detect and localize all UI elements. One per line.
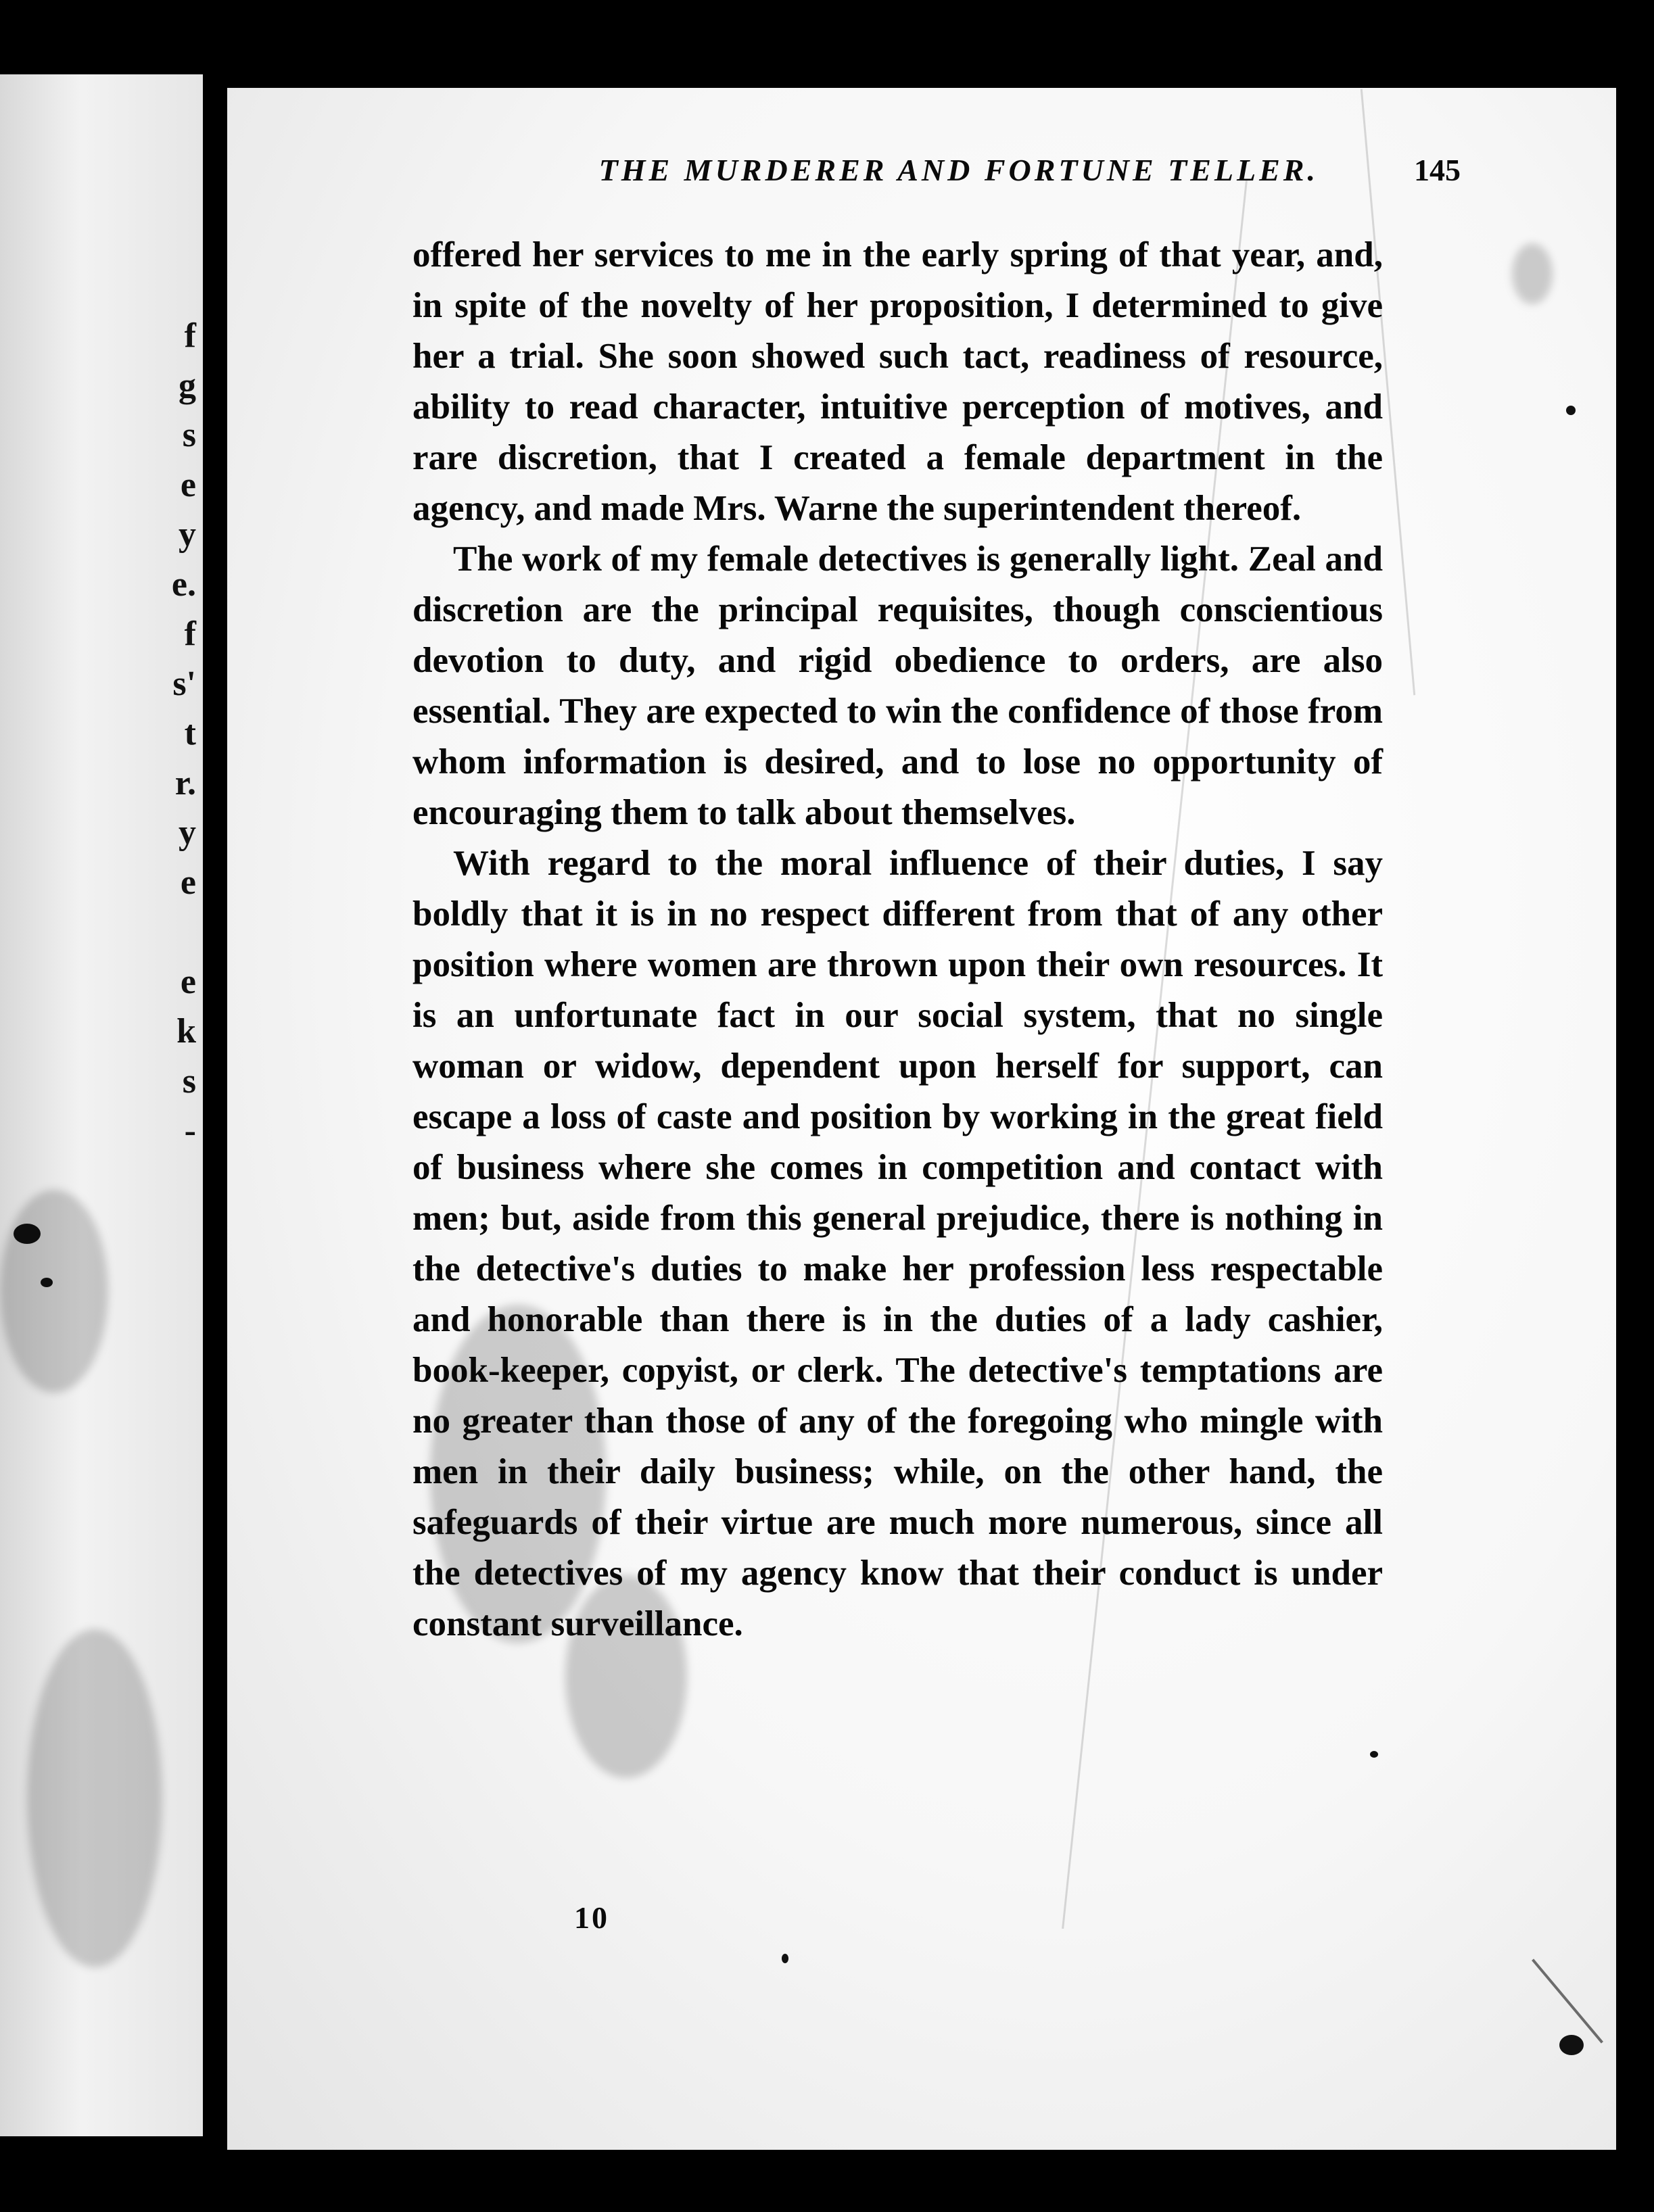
scan-scratch [1532,1958,1603,2043]
line-ending: e. [171,564,196,604]
page-number: 145 [1414,153,1461,187]
facing-page-line-endings [142,311,196,1156]
line-ending: e [180,962,196,1001]
facing-page-fragment [0,74,203,2136]
line-ending: s [182,1061,196,1101]
running-title: THE MURDERER AND FORTUNE TELLER. [598,153,1319,187]
running-header [291,152,1461,206]
paragraph-continued: offered her services to me in the early spring of that year, and, in spite of the novelty of her proposition, I determined to give her a trial. She soon showed such tact, readiness of resource, ability to read character, intuitive perception of motives, and rare discretion, that I created a female department in the agency, and made Mrs. Warne the superintendent thereof. [412,235,1383,528]
line-ending: s [182,416,196,454]
paragraph: With regard to the moral influence of their duties, I say boldly that it is in no respect different from that of any other position where women are thrown upon their own resources. It is an unfortunate fact in our social system, that no single woman or widow, dependent upon herself for support, can escape a loss of caste and position by working in the great field of business where she comes in competition and contact with men; but, aside from this general prejudice, there is nothing in the detective's duties to make her profession less respectable and honorable than there is in the duties of a lady cashier, book-keeper, copyist, or clerk. The detective's temptations are no greater than those of any of the foregoing who mingle with men in their daily business; while, on the other hand, the safeguards of their virtue are much more numerous, since all the detectives of my agency know that their conduct is under constant surveillance. [412,844,1383,1643]
line-ending: f [184,316,196,355]
line-ending [142,907,196,957]
page-gutter [203,74,227,2136]
line-ending: f [184,615,196,653]
page-body [412,230,1383,1650]
scan-smudge [1512,243,1553,304]
ink-speck [1370,1751,1378,1758]
line-ending: r. [174,763,196,802]
line-ending: - [184,1111,196,1150]
paragraph: The work of my female detectives is generally light. Zeal and discretion are the principal requisites, though conscientious devotion to duty, and rigid obedience to orders, are also essential. They are expected to win the confidence of those from whom information is desired, and to lose no opportunity of encouraging them to talk about themselves. [412,539,1383,832]
ink-speck [1559,2035,1584,2055]
line-ending: y [179,515,196,554]
scan-smudge [0,1190,108,1393]
line-ending: k [176,1012,196,1051]
line-ending: y [179,813,196,852]
line-ending: e [180,465,196,504]
line-ending: e [180,863,196,902]
ink-speck [782,1954,788,1963]
line-ending: g [179,366,196,405]
ink-speck [1566,406,1576,415]
signature-mark: 10 [574,1900,609,1935]
line-ending: t [184,714,196,752]
scan-smudge [27,1629,162,1967]
line-ending: s' [172,664,196,703]
